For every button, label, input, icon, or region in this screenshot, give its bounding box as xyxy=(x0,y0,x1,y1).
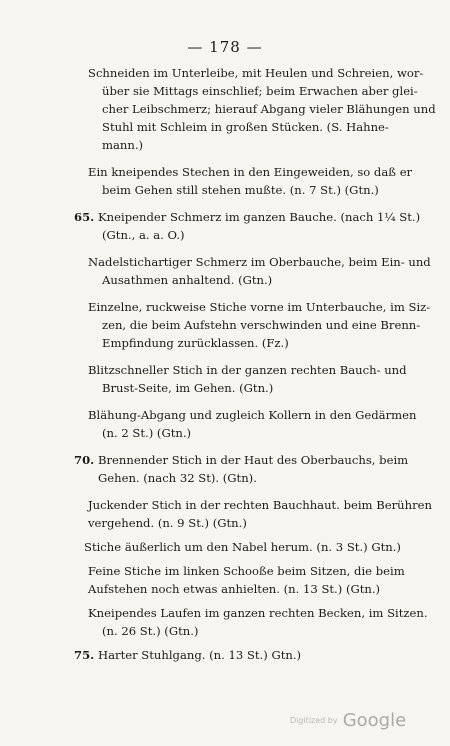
symptom-entry xyxy=(0,298,450,352)
entry-line: Schneiden im Unterleibe, mit Heulen und Schreien, wor- xyxy=(88,66,424,80)
symptom-entry xyxy=(0,496,450,532)
symptom-list xyxy=(0,64,450,664)
entry-line: (n. 26 St.) (Gtn.) xyxy=(102,624,199,638)
entry-line: Kneipender Schmerz im ganzen Bauche. (nach 1¼ St.) xyxy=(98,210,421,224)
symptom-entry xyxy=(0,253,450,289)
entry-line: Gehen. (nach 32 St). (Gtn). xyxy=(98,471,257,485)
entry-number: 70. xyxy=(74,453,95,467)
entry-line: Einzelne, ruckweise Stiche vorne im Unterbauche, im Siz- xyxy=(88,300,431,314)
entry-line: vergehend. (n. 9 St.) (Gtn.) xyxy=(88,516,247,530)
watermark-small-text: Digitized by xyxy=(290,716,338,725)
entry-line: Brust-Seite, im Gehen. (Gtn.) xyxy=(102,381,274,395)
page-number: — 178 — xyxy=(187,38,263,56)
entry-number: 75. xyxy=(74,648,95,662)
entry-line: beim Gehen still stehen mußte. (n. 7 St.) (Gtn.) xyxy=(102,183,379,197)
symptom-entry xyxy=(0,64,450,154)
entry-line: Ein kneipendes Stechen in den Eingeweiden, so daß er xyxy=(88,165,413,179)
entry-line: Empfindung zurücklassen. (Fz.) xyxy=(102,336,289,350)
symptom-entry xyxy=(0,604,450,640)
entry-line: Brennender Stich in der Haut des Oberbauchs, beim xyxy=(98,453,409,467)
entry-line: zen, die beim Aufstehn verschwinden und eine Brenn- xyxy=(102,318,421,332)
entry-line: (Gtn., a. a. O.) xyxy=(102,228,185,242)
entry-number: 65. xyxy=(74,210,95,224)
entry-line: über sie Mittags einschlief; beim Erwachen aber glei- xyxy=(102,84,418,98)
entry-line: mann.) xyxy=(102,138,144,152)
entry-line: Blähung-Abgang und zugleich Kollern in den Gedärmen xyxy=(88,408,417,422)
symptom-entry xyxy=(0,562,450,598)
entry-line: Feine Stiche im linken Schooße beim Sitzen, die beim xyxy=(88,564,405,578)
entry-line: Juckender Stich in der rechten Bauchhaut. beim Berühren xyxy=(88,498,432,512)
symptom-entry xyxy=(0,361,450,397)
entry-line: Nadelstichartiger Schmerz im Oberbauche, beim Ein- und xyxy=(88,255,431,269)
symptom-entry xyxy=(0,538,450,556)
symptom-entry xyxy=(0,646,450,664)
entry-line: Kneipendes Laufen im ganzen rechten Becken, im Sitzen. xyxy=(88,606,428,620)
entry-line: Stuhl mit Schleim in großen Stücken. (S. Hahne- xyxy=(102,120,389,134)
entry-line: Harter Stuhlgang. (n. 13 St.) Gtn.) xyxy=(98,648,302,662)
digitized-watermark xyxy=(290,710,406,731)
symptom-entry xyxy=(0,163,450,199)
entry-line: Ausathmen anhaltend. (Gtn.) xyxy=(102,273,273,287)
entry-line: (n. 2 St.) (Gtn.) xyxy=(102,426,192,440)
entry-line: Stiche äußerlich um den Nabel herum. (n. 3 St.) Gtn.) xyxy=(84,540,401,554)
symptom-entry xyxy=(0,451,450,487)
symptom-entry xyxy=(0,406,450,442)
entry-line: cher Leibschmerz; hierauf Abgang vieler Blähungen und xyxy=(102,102,436,116)
entry-line: Blitzschneller Stich in der ganzen rechten Bauch- und xyxy=(88,363,407,377)
symptom-entry xyxy=(0,208,450,244)
google-logo-text: Google xyxy=(342,710,407,731)
entry-line: Aufstehen noch etwas anhielten. (n. 13 St.) (Gtn.) xyxy=(88,582,381,596)
